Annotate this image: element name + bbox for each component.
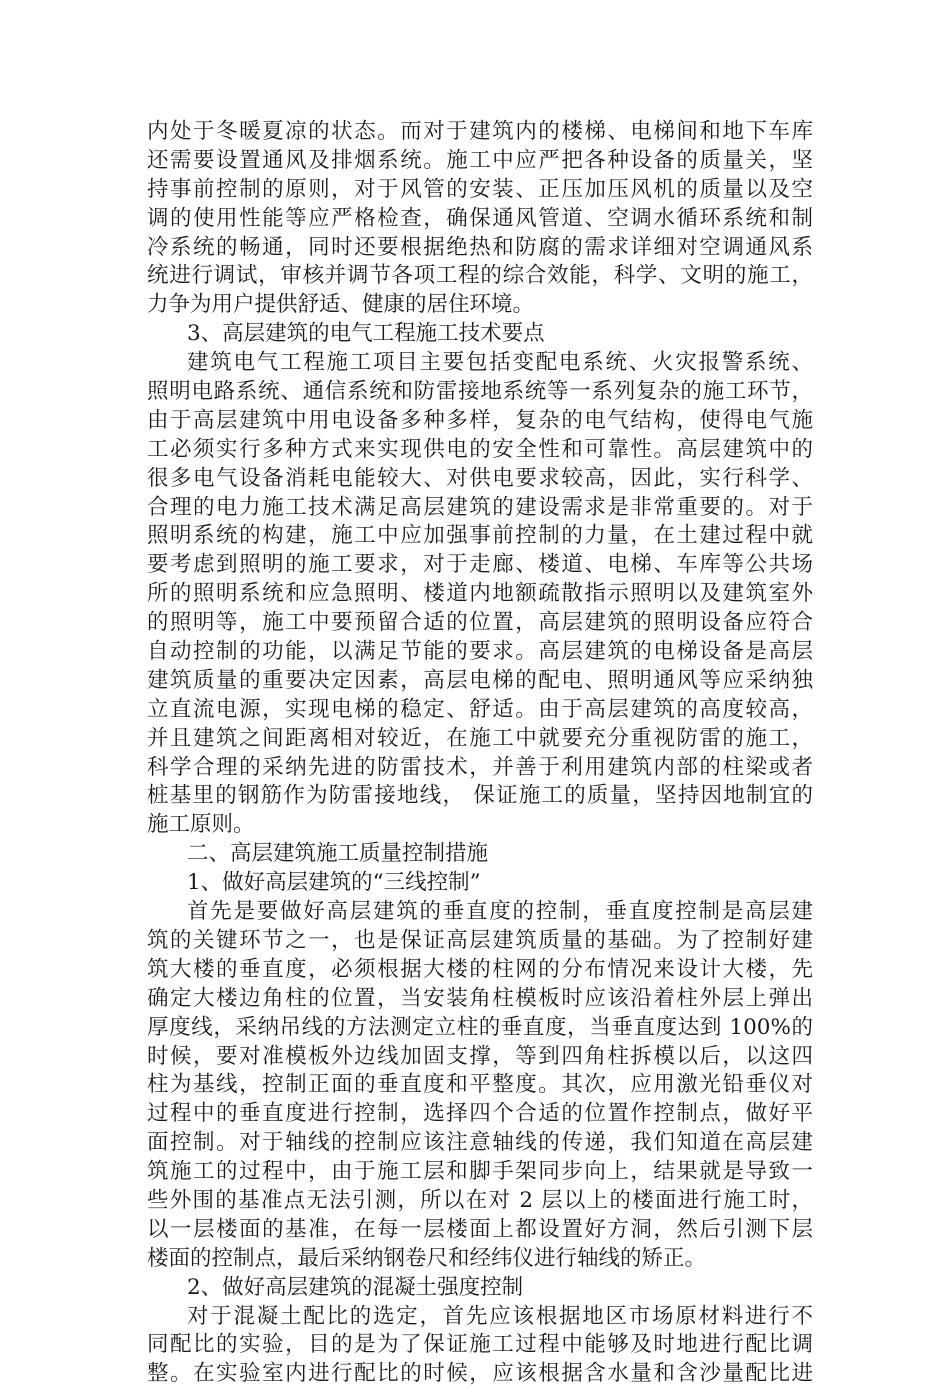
text-line: 还需要设置通风及排烟系统。施工中应严把各种设备的质量关，坚 <box>147 147 813 173</box>
section-heading: 3、高层建筑的电气工程施工技术要点 <box>187 321 545 347</box>
text-line: 同配比的实验，目的是为了保证施工过程中能够及时地进行配比调 <box>147 1332 813 1358</box>
text-line: 确定大楼边角柱的位置，当安装角柱模板时应该沿着柱外层上弹出 <box>147 985 813 1011</box>
text-line: 厚度线，采纳吊线的方法测定立柱的垂直度，当垂直度达到 100%的 <box>147 1014 813 1040</box>
text-line: 柱为基线，控制正面的垂直度和平整度。其次，应用激光铅垂仪对 <box>147 1072 813 1098</box>
text-line: 筑大楼的垂直度，必须根据大楼的柱网的分布情况来设计大楼，先 <box>147 956 813 982</box>
text-line: 些外围的基准点无法引测，所以在对 2 层以上的楼面进行施工时， <box>147 1187 813 1213</box>
subsection-heading: 2、做好高层建筑的混凝土强度控制 <box>187 1274 524 1300</box>
text-line: 建筑电气工程施工项目主要包括变配电系统、火灾报警系统、 <box>187 350 813 376</box>
text-line: 建筑质量的重要决定因素，高层电梯的配电、照明通风等应采纳独 <box>147 667 813 693</box>
text-line: 力争为用户提供舒适、健康的居住环境。 <box>147 292 535 318</box>
subsection-heading: 1、做好高层建筑的“三线控制” <box>187 870 481 896</box>
text-line: 自动控制的功能，以满足节能的要求。高层建筑的电梯设备是高层 <box>147 639 813 665</box>
text-line: 整。在实验室内进行配比的时候，应该根据含水量和含沙量配比进 <box>147 1361 813 1387</box>
text-line: 立直流电源，实现电梯的稳定、舒适。由于高层建筑的高度较高， <box>147 696 813 722</box>
text-line: 以一层楼面的基准，在每一层楼面上都设置好方洞，然后引测下层 <box>147 1216 813 1242</box>
text-line: 的照明等，施工中要预留合适的位置，高层建筑的照明设备应符合 <box>147 610 813 636</box>
text-line: 筑施工的过程中，由于施工层和脚手架同步向上，结果就是导致一 <box>147 1159 813 1185</box>
text-line: 很多电气设备消耗电能较大、对供电要求较高，因此，实行科学、 <box>147 465 813 491</box>
text-line: 时候，要对准模板外边线加固支撑，等到四角柱拆模以后，以这四 <box>147 1043 813 1069</box>
document-body <box>147 118 813 1389</box>
text-line: 照明系统的构建，施工中应加强事前控制的力量，在土建过程中就 <box>147 523 813 549</box>
text-line: 科学合理的采纳先进的防雷技术，并善于利用建筑内部的柱梁或者 <box>147 754 813 780</box>
text-line: 面控制。对于轴线的控制应该注意轴线的传递，我们知道在高层建 <box>147 1130 813 1156</box>
text-line: 筑的关键环节之一，也是保证高层建筑质量的基础。为了控制好建 <box>147 927 813 953</box>
text-line: 合理的电力施工技术满足高层建筑的建设需求是非常重要的。对于 <box>147 494 813 520</box>
text-line: 对于混凝土配比的选定，首先应该根据地区市场原材料进行不 <box>187 1303 813 1329</box>
text-line: 工必须实行多种方式来实现供电的安全性和可靠性。高层建筑中的 <box>147 436 813 462</box>
text-line: 过程中的垂直度进行控制，选择四个合适的位置作控制点，做好平 <box>147 1101 813 1127</box>
text-line: 首先是要做好高层建筑的垂直度的控制，垂直度控制是高层建 <box>187 899 813 925</box>
text-line: 所的照明系统和应急照明、楼道内地额疏散指示照明以及建筑室外 <box>147 581 813 607</box>
text-line: 要考虑到照明的施工要求，对于走廊、楼道、电梯、车库等公共场 <box>147 552 813 578</box>
text-line: 统进行调试，审核并调节各项工程的综合效能，科学、文明的施工， <box>147 263 813 289</box>
text-line: 由于高层建筑中用电设备多种多样，复杂的电气结构，使得电气施 <box>147 407 813 433</box>
text-line: 楼面的控制点，最后采纳钢卷尺和经纬仪进行轴线的矫正。 <box>147 1245 707 1271</box>
text-line: 持事前控制的原则，对于风管的安装、正压加压风机的质量以及空 <box>147 176 813 202</box>
text-line: 并且建筑之间距离相对较近，在施工中就要充分重视防雷的施工， <box>147 725 813 751</box>
text-line: 桩基里的钢筋作为防雷接地线， 保证施工的质量，坚持因地制宜的 <box>147 783 813 809</box>
text-line: 内处于冬暖夏凉的状态。而对于建筑内的楼梯、电梯间和地下车库 <box>147 119 813 144</box>
text-line: 施工原则。 <box>147 812 255 838</box>
text-line: 调的使用性能等应严格检查，确保通风管道、空调水循环系统和制 <box>147 205 813 231</box>
section-heading: 二、高层建筑施工质量控制措施 <box>187 841 489 867</box>
text-line: 冷系统的畅通，同时还要根据绝热和防腐的需求详细对空调通风系 <box>147 234 813 260</box>
text-line: 照明电路系统、通信系统和防雷接地系统等一系列复杂的施工环节， <box>147 379 813 405</box>
